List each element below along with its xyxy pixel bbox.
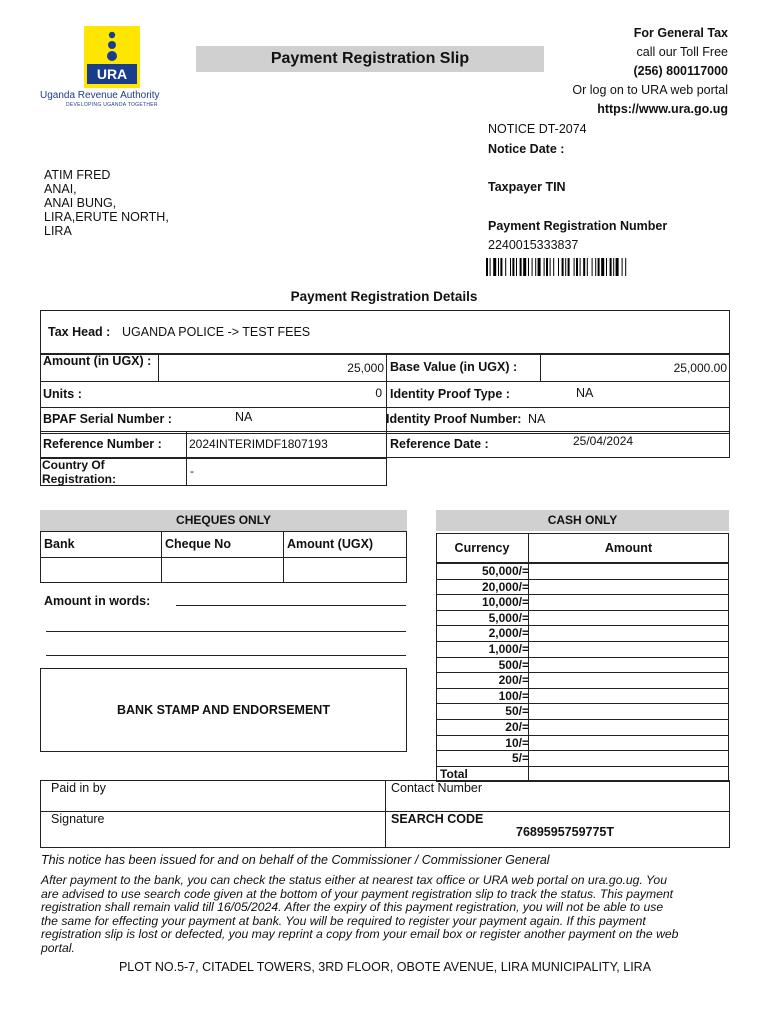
denomination-label: 50,000/=: [481, 564, 529, 578]
denomination-label: 2,000/=: [488, 626, 529, 641]
id-proof-type-value: NA: [576, 386, 594, 400]
general-tax: For General Tax: [633, 26, 728, 40]
notice-number: NOTICE DT-2074: [488, 122, 587, 136]
col-cheque-no: Cheque No: [165, 537, 231, 551]
address-line: ANAI BUNG,: [44, 196, 117, 210]
address-line: LIRA: [44, 224, 72, 238]
bpaf-value: NA: [235, 410, 253, 424]
amount-label: Amount (in UGX) :: [43, 354, 152, 368]
id-proof-number-label: Identity Proof Number:: [386, 412, 522, 426]
bpaf-label: BPAF Serial Number :: [43, 412, 172, 426]
ref-number-label: Reference Number :: [43, 437, 162, 451]
col-currency: Currency: [454, 541, 510, 555]
search-code-value: 7689595759775T: [516, 825, 615, 839]
tax-head-value: UGANDA POLICE -> TEST FEES: [122, 325, 311, 339]
denomination-label: 100/=: [498, 688, 529, 703]
address-line: ANAI,: [44, 182, 77, 196]
base-value-label: Base Value (in UGX) :: [390, 360, 518, 374]
denomination-label: 50/=: [505, 704, 529, 719]
org-name: Uganda Revenue Authority: [40, 90, 160, 101]
notice-date-label: Notice Date :: [488, 142, 565, 156]
amount-in-words-line: [176, 605, 406, 606]
contact-number-label: Contact Number: [391, 781, 483, 795]
cheques-title: CHEQUES ONLY: [40, 510, 407, 531]
denomination-label: 10/=: [505, 735, 529, 750]
details-title: Payment Registration Details: [290, 289, 478, 304]
denomination-label: 5/=: [511, 751, 529, 766]
prn-value: 2240015333837: [488, 238, 579, 252]
prn-label: Payment Registration Number: [488, 219, 668, 233]
ref-date-label: Reference Date :: [390, 437, 489, 451]
toll-free-label: call our Toll Free: [636, 45, 728, 59]
instructions-line: are advised to use search code given at the bottom of your payment registration slip to track the status. This payment: [41, 886, 674, 901]
instructions-line: After payment to the bank, you can check the status either at nearest tax office or URA web portal on ura.go.ug. You: [41, 873, 667, 887]
portal-label: Or log on to URA web portal: [572, 83, 728, 97]
ura-logo: [84, 26, 140, 88]
taxpayer-tin-label: Taxpayer TIN: [488, 180, 566, 194]
denomination-label: 200/=: [498, 673, 529, 688]
instructions-line: portal.: [41, 940, 75, 955]
barcode: [486, 258, 676, 276]
amount-in-words-label: Amount in words:: [44, 594, 151, 608]
signature-label: Signature: [51, 812, 105, 826]
toll-free-number: (256) 800117000: [633, 64, 728, 78]
col-amount: Amount: [604, 541, 653, 555]
page-title: Payment Registration Slip: [196, 46, 544, 72]
taxpayer-address: [44, 168, 169, 238]
amount-in-words-line: [46, 631, 406, 632]
amount-value: 25,000: [347, 361, 384, 375]
denomination-label: 10,000/=: [481, 595, 529, 610]
address-line: LIRA,ERUTE NORTH,: [44, 210, 169, 224]
instructions-line: the same for effecting your payment at bank. You will be required to register your payment again. If this payment: [41, 913, 646, 928]
country-label-line: Registration:: [42, 472, 117, 486]
base-value-value: 25,000.00: [673, 361, 727, 375]
instructions-line: registration slip is lost or defected, you may reprint a copy from your email box or register another payment on the web: [41, 927, 679, 941]
cash-total-label: Total: [440, 766, 468, 781]
amount-in-words-line: [46, 655, 406, 656]
units-value: 0: [375, 386, 382, 400]
id-proof-number-value: NA: [528, 412, 546, 426]
search-code-label: SEARCH CODE: [391, 812, 484, 826]
denomination-label: 1,000/=: [488, 642, 529, 656]
country-value: -: [190, 464, 194, 478]
denomination-label: 500/=: [498, 657, 529, 672]
denomination-label: 5,000/=: [488, 610, 529, 625]
org-tagline: DEVELOPING UGANDA TOGETHER: [66, 102, 158, 108]
col-amount-ugx: Amount (UGX): [287, 537, 374, 551]
portal-url[interactable]: https://www.ura.go.ug: [597, 102, 728, 116]
address-line: ATIM FRED: [44, 168, 111, 182]
ref-number-value: 2024INTERIMDF1807193: [189, 437, 328, 451]
country-label-line: Country Of: [42, 458, 105, 472]
denomination-label: 20,000/=: [481, 579, 529, 594]
bank-stamp-label: BANK STAMP AND ENDORSEMENT: [117, 703, 330, 717]
id-proof-type-label: Identity Proof Type :: [390, 387, 510, 401]
tax-head-label: Tax Head :: [48, 325, 111, 339]
instructions-line: registration shall remain valid till 16/05/2024. After the expiry of this payment registration, you will not be able to use: [41, 900, 664, 914]
office-address: PLOT NO.5-7, CITADEL TOWERS, 3RD FLOOR, OBOTE AVENUE, LIRA MUNICIPALITY, LIRA: [118, 960, 652, 974]
commissioner-notice: This notice has been issued for and on behalf of the Commissioner / Commissioner General: [41, 853, 550, 867]
cash-title: CASH ONLY: [436, 510, 729, 531]
country-label: [42, 458, 116, 486]
instructions-paragraph: [41, 874, 731, 955]
col-bank: Bank: [44, 537, 75, 551]
paid-in-by-label: Paid in by: [51, 781, 106, 795]
denomination-label: 20/=: [505, 720, 529, 734]
logo-text: URA: [96, 66, 128, 82]
units-label: Units :: [43, 387, 82, 401]
ref-date-value: 25/04/2024: [573, 434, 634, 448]
